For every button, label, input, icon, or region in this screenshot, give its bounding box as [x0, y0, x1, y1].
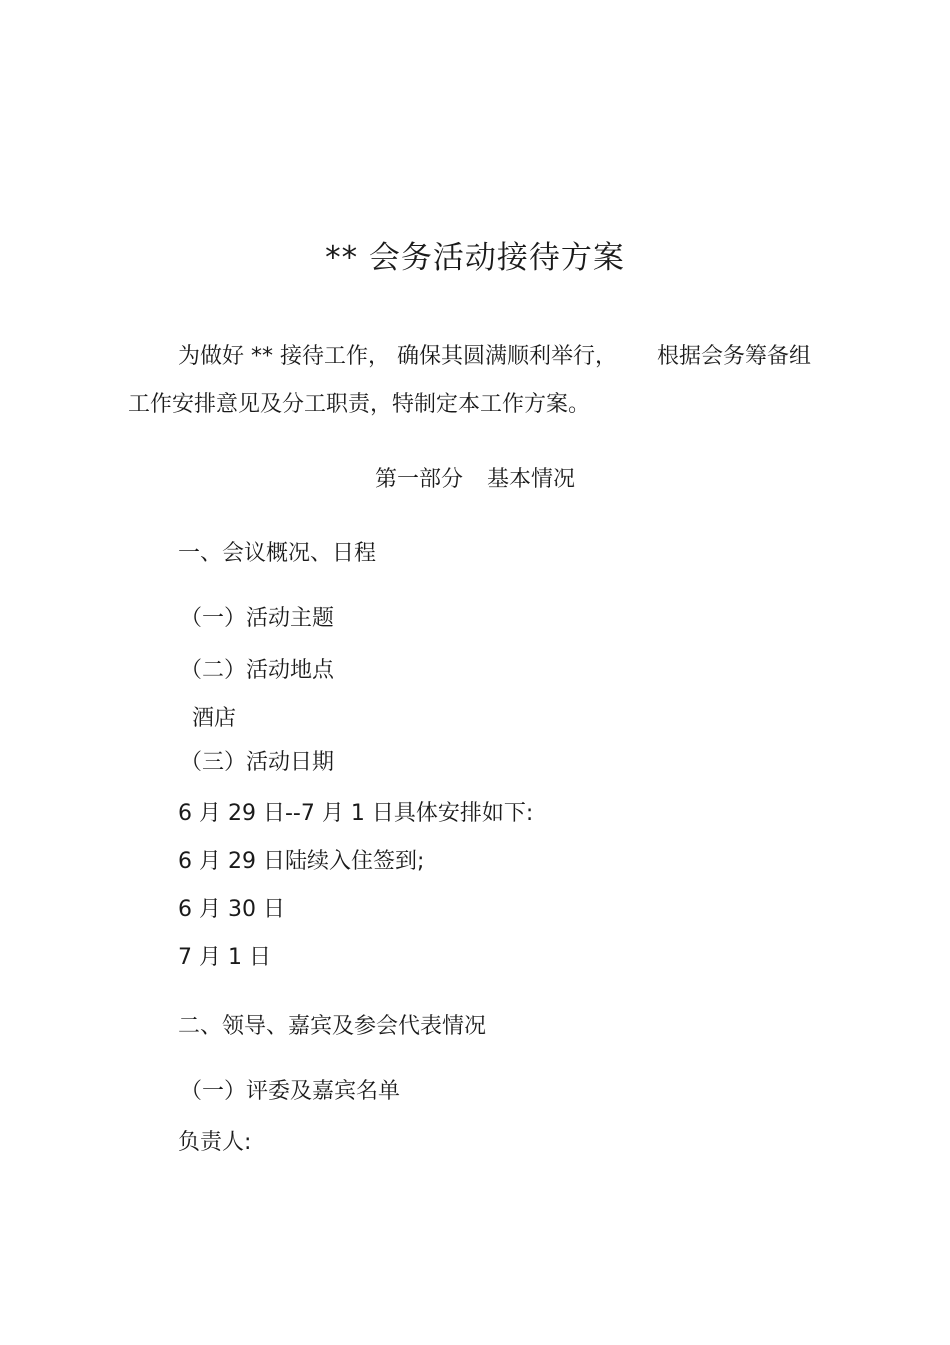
venue-text: 酒店	[192, 706, 237, 731]
schedule-line: 6 月 30 日	[178, 897, 285, 922]
part-heading-name: 基本情况	[487, 467, 576, 492]
section-1-sub-3: （三）活动日期	[180, 750, 335, 775]
document-title: ** 会务活动接待方案	[325, 240, 625, 276]
section-2-sub-1: （一）评委及嘉宾名单	[180, 1079, 401, 1104]
schedule-line: 6 月 29 日陆续入住签到;	[178, 849, 425, 874]
schedule-line: 7 月 1 日	[178, 945, 271, 970]
section-1-heading: 一、会议概况、日程	[178, 541, 377, 566]
schedule-line: 6 月 29 日--7 月 1 日具体安排如下:	[178, 801, 534, 826]
intro-line-1-part-2: 根据会务筹备组	[657, 344, 812, 369]
part-heading-label: 第一部分	[374, 467, 463, 492]
responsible-person-label: 负责人:	[178, 1130, 252, 1155]
intro-line-1-part-1: 为做好 ** 接待工作， 确保其圆满顺利举行，	[178, 344, 617, 369]
section-2-heading: 二、领导、嘉宾及参会代表情况	[178, 1014, 487, 1039]
section-1-sub-1: （一）活动主题	[180, 606, 335, 631]
section-1-sub-2: （二）活动地点	[180, 658, 335, 683]
part-heading	[0, 465, 950, 495]
intro-line-2: 工作安排意见及分工职责，特制定本工作方案。	[128, 392, 591, 417]
